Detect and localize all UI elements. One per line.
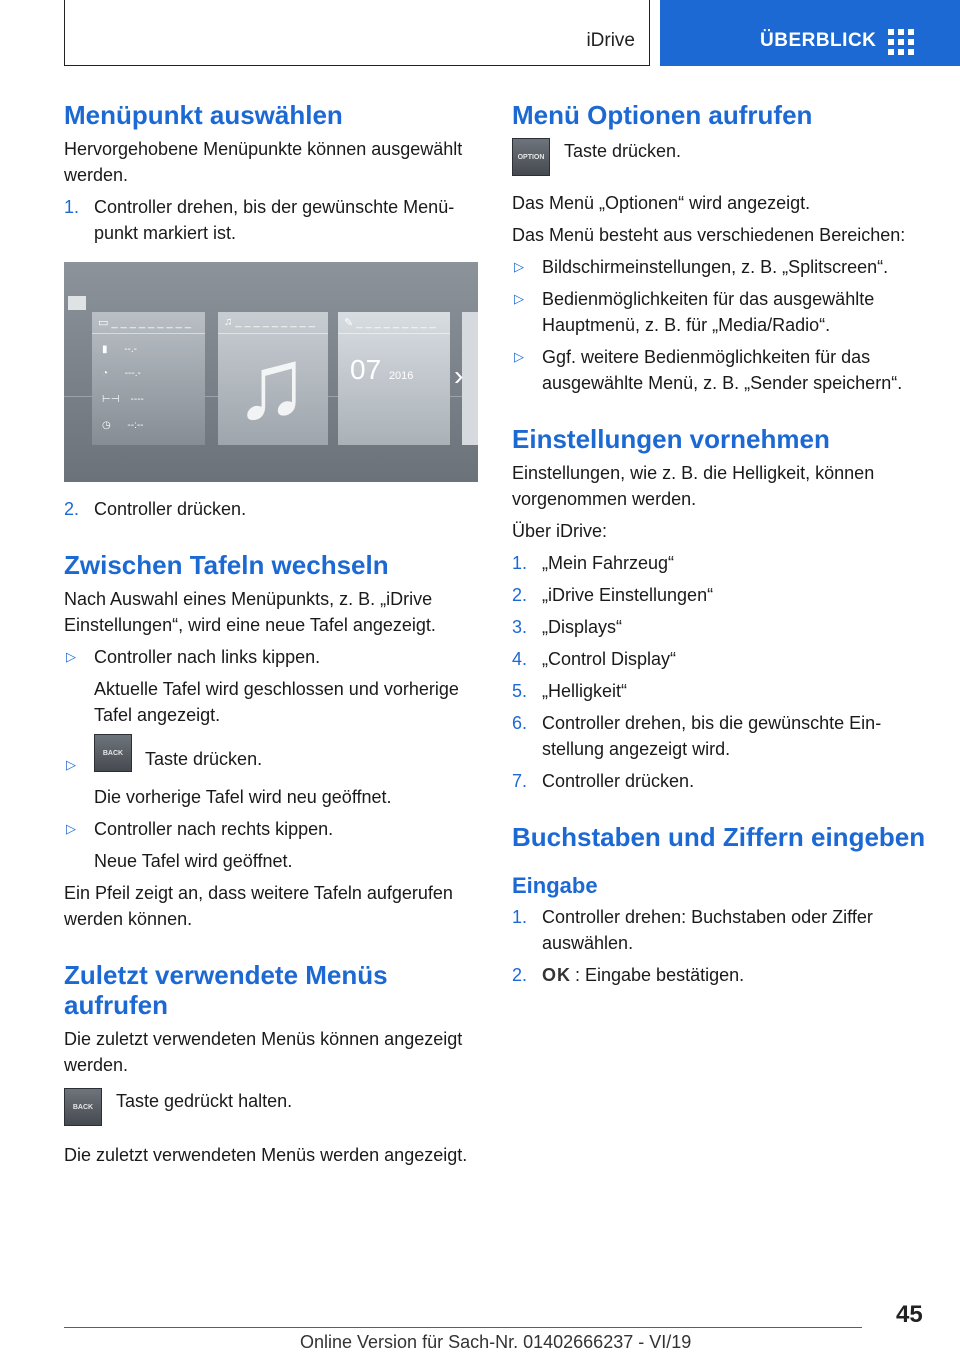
step-text: „Displays“ [542, 617, 623, 637]
step-text: Controller drehen: Buchstaben oder Ziffer auswählen. [542, 907, 873, 953]
button-instruction: Taste drücken. [564, 141, 682, 161]
figure-date [350, 354, 413, 386]
left-column [64, 100, 478, 1174]
bullet-subtext: Neue Tafel wird geöffnet. [94, 851, 293, 871]
option-button-icon: OPTION [512, 138, 550, 176]
option-button-row [512, 138, 932, 184]
list-item [512, 962, 932, 988]
list-item [512, 582, 932, 608]
figure-panel-media [218, 312, 328, 445]
panel-header: ✎ _ _ _ _ _ _ _ _ _ [338, 312, 450, 334]
triangle-bullet-icon: ▷ [66, 649, 76, 664]
header-section-box [64, 0, 650, 66]
triangle-bullet-icon: ▷ [514, 349, 524, 364]
split-screen-icon [68, 296, 86, 310]
figure-row-value: ---.- [124, 368, 141, 379]
figure-panel-communication [338, 312, 450, 445]
bullet-item [512, 254, 932, 280]
date-year: 2016 [388, 370, 414, 382]
step-number: 2. [64, 499, 80, 519]
bullet-text: Ggf. weitere Bedienmöglichkeiten für das ausgewählte Menü, z. B. „Sender speichern“. [542, 347, 903, 393]
panel-header-dashes: _ _ _ _ _ _ _ _ _ [235, 316, 315, 328]
step-text: „iDrive Einstellungen“ [542, 585, 714, 605]
back-button-row [64, 1088, 478, 1134]
heading-buchstaben-und-ziffern: Buchstaben und Ziffern eingeben [512, 822, 926, 852]
panel-header: ▭ _ _ _ _ _ _ _ _ _ [92, 312, 205, 334]
bullet-item [64, 644, 478, 670]
heading-einstellungen-vornehmen: Einstellungen vornehmen [512, 424, 830, 454]
bullet-item [64, 734, 478, 778]
paragraph: Das Menü besteht aus verschiedenen Bereichen: [512, 225, 906, 245]
grid-menu-icon[interactable] [888, 29, 914, 55]
speed-icon: ◔ ---.- [102, 368, 141, 379]
step-number: 6. [512, 713, 528, 733]
step-text: „Control Display“ [542, 649, 677, 669]
step-text: Controller drehen, bis die gewünschte Einstellung angezeigt wird. [542, 713, 882, 759]
header-chapter-box[interactable] [660, 0, 960, 66]
subheading-eingabe: Eingabe [512, 873, 598, 898]
step-number: 1. [64, 197, 80, 217]
panel-header-dashes: _ _ _ _ _ _ _ _ _ [111, 317, 191, 329]
header-chapter-title[interactable]: ÜBERBLICK [760, 30, 877, 51]
heading-menue-optionen-aufrufen: Menü Optionen aufrufen [512, 100, 813, 130]
step-number: 7. [512, 771, 528, 791]
button-instruction: Taste gedrückt halten. [116, 1091, 293, 1111]
paragraph: Das Menü „Optionen“ wird angezeigt. [512, 193, 811, 213]
bullet-item [512, 344, 932, 396]
footer-divider [64, 1327, 862, 1328]
step-number: 5. [512, 681, 528, 701]
figure-row-value: ---- [130, 394, 144, 405]
paragraph: Die zuletzt verwendeten Menüs können angezeigt werden. [64, 1029, 463, 1075]
list-item [64, 194, 478, 246]
step-number: 1. [512, 907, 528, 927]
list-item [64, 496, 478, 522]
list-item [512, 768, 932, 794]
paragraph: Hervorgehobene Menüpunkte können ausgewählt werden. [64, 139, 463, 185]
distance-icon: ⊢⊣ ---- [102, 394, 144, 405]
figure-row-value: --:-- [127, 420, 144, 431]
paragraph: Die zuletzt verwendeten Menüs werden angezeigt. [64, 1145, 468, 1165]
panel-header-dashes: _ _ _ _ _ _ _ _ _ [356, 317, 436, 329]
triangle-bullet-icon: ▷ [66, 757, 76, 772]
bullet-text: Bedienmöglichkeiten für das ausgewählte Hauptmenü, z. B. für „Media/Radio“. [542, 289, 875, 335]
step-text: : Eingabe bestätigen. [575, 965, 745, 985]
step-number: 2. [512, 585, 528, 605]
chevron-right-icon: › [454, 360, 464, 391]
clock-icon: ◷ --:-- [102, 420, 144, 431]
bullet-text: Controller nach rechts kippen. [94, 819, 334, 839]
paragraph: Nach Auswahl eines Menüpunkts, z. B. „iDrive Einstellungen“, wird eine neue Tafel angezeigt. [64, 589, 436, 635]
step-text: Controller drehen, bis der gewünschte Menüpunkt markiert ist. [94, 197, 455, 243]
bullet-text: Bildschirmeinstellungen, z. B. „Splitscreen“. [542, 257, 889, 277]
ok-icon: OK [542, 965, 571, 985]
date-day: 07 [350, 354, 382, 385]
list-item [512, 646, 932, 672]
footer-version-text[interactable]: Online Version für Sach-Nr. 01402666237 - VI/19 [300, 1332, 692, 1352]
heading-menuepunkt-auswaehlen: Menüpunkt auswählen [64, 100, 343, 130]
music-note-icon: ♫ [234, 328, 309, 440]
bullet-item [64, 816, 478, 842]
fuel-icon: ▮ --.- [102, 344, 137, 355]
step-number: 2. [512, 965, 528, 985]
bullet-subtext: Aktuelle Tafel wird geschlossen und vorherige Tafel angezeigt. [94, 679, 459, 725]
page-number: 45 [896, 1301, 923, 1328]
bullet-item [512, 286, 932, 338]
figure-row-value: --.- [124, 344, 137, 355]
paragraph: Einstellungen, wie z. B. die Helligkeit, können vorgenommen werden. [512, 463, 875, 509]
header-section-title: iDrive [586, 30, 635, 51]
step-text: Controller drücken. [94, 499, 247, 519]
right-column [512, 100, 932, 994]
back-button-icon: BACK [64, 1088, 102, 1126]
back-button-icon: BACK [94, 734, 132, 772]
figure-panel-vehicle [92, 312, 205, 445]
list-item [512, 710, 932, 762]
step-text: Controller drücken. [542, 771, 695, 791]
triangle-bullet-icon: ▷ [514, 259, 524, 274]
step-number: 1. [512, 553, 528, 573]
paragraph: Ein Pfeil zeigt an, dass weitere Tafeln aufgerufen werden können. [64, 883, 453, 929]
bullet-text: Controller nach links kippen. [94, 647, 321, 667]
bullet-subtext: Die vorherige Tafel wird neu geöffnet. [94, 787, 392, 807]
list-item [512, 550, 932, 576]
heading-zuletzt-verwendete-menues: Zuletzt verwendete Menüs aufrufen [64, 960, 388, 1020]
list-item [512, 678, 932, 704]
step-text: „Mein Fahrzeug“ [542, 553, 675, 573]
figure-panel-partial [462, 312, 478, 445]
panel-header: ♫ _ _ _ _ _ _ _ _ _ [218, 312, 328, 334]
step-text: „Helligkeit“ [542, 681, 628, 701]
list-item [512, 904, 932, 956]
idrive-screen-figure [64, 262, 478, 482]
triangle-bullet-icon: ▷ [66, 821, 76, 836]
step-number: 4. [512, 649, 528, 669]
triangle-bullet-icon: ▷ [514, 291, 524, 306]
step-number: 3. [512, 617, 528, 637]
heading-zwischen-tafeln-wechseln: Zwischen Tafeln wechseln [64, 550, 389, 580]
bullet-text: Taste drücken. [145, 749, 263, 769]
list-item [512, 614, 932, 640]
paragraph: Über iDrive: [512, 521, 608, 541]
